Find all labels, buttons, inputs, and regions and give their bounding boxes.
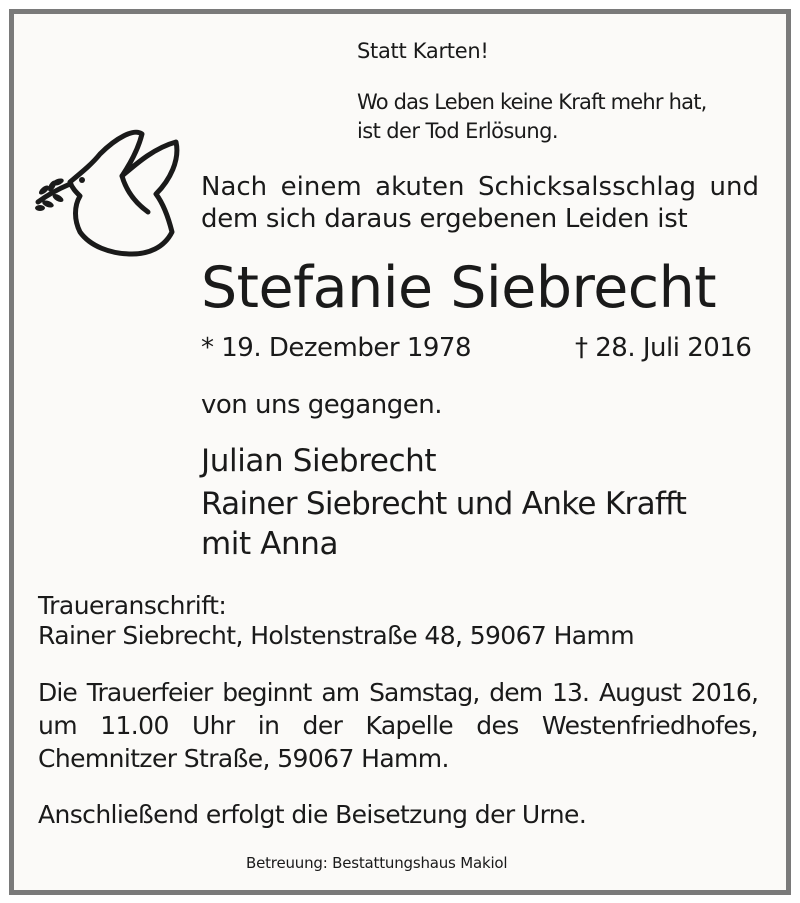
deceased-name: Stefanie Siebrecht (201, 255, 717, 321)
ceremony-line-1: Die Trauerfeier beginnt am Samstag, dem 13. August 2016, (38, 678, 758, 707)
funeral-home-credit: Betreuung: Bestattungshaus Makiol (246, 854, 508, 872)
intro-line-1: Nach einem akuten Schicksalsschlag und (201, 172, 759, 202)
motto-line-2: ist der Tod Erlösung. (357, 119, 558, 143)
statt-karten: Statt Karten! (357, 39, 489, 63)
ceremony-line-3: Chemnitzer Straße, 59067 Hamm. (38, 744, 449, 773)
birth-date: * 19. Dezember 1978 (201, 333, 471, 363)
mourner-line-2: Rainer Siebrecht und Anke Krafft (201, 486, 687, 522)
passed-away-text: von uns gegangen. (201, 390, 442, 420)
mourner-line-3: mit Anna (201, 526, 339, 562)
intro-line-2: dem sich daraus ergebenen Leiden ist (201, 204, 688, 234)
dove-with-olive-branch-icon (30, 120, 190, 260)
address-value: Rainer Siebrecht, Holstenstraße 48, 59067 Hamm (38, 621, 634, 650)
ceremony-line-2: um 11.00 Uhr in der Kapelle des Westenfriedhofes, (38, 711, 758, 740)
death-date: † 28. Juli 2016 (575, 333, 752, 363)
motto-line-1: Wo das Leben keine Kraft mehr hat, (357, 90, 707, 114)
mourner-line-1: Julian Siebrecht (201, 443, 437, 479)
address-label: Traueranschrift: (38, 591, 227, 620)
burial-text: Anschließend erfolgt die Beisetzung der Urne. (38, 800, 587, 829)
